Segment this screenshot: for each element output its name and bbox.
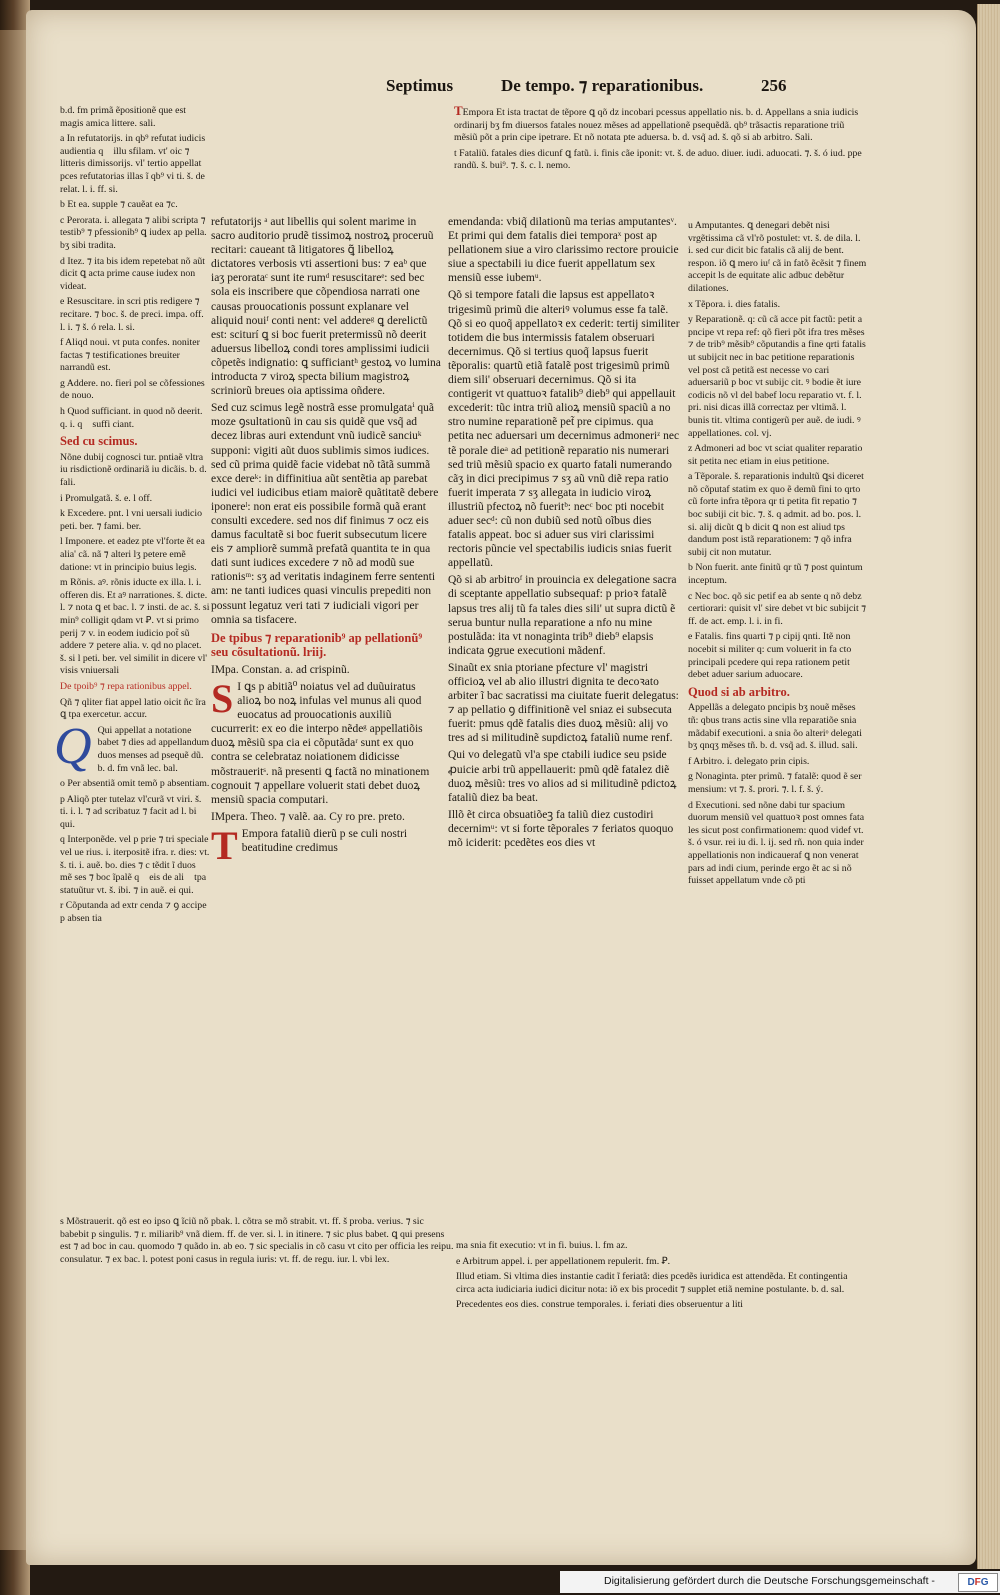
gloss-entry: y Reparationẽ. q: cũ cã acce pit factũ: petit a pncipe vt repa ref: qõ fieri põt ifra tres mẽses ⁊ de trib⁹ mẽsib⁹ cõputandis a fine qrti fatalis ut subijcit nec in bac petitione reparationis vel post cã petitã est necesse vo cari aduersariũ p boc vt subijc cit. ꝰ bodie ẽt iure codicis nõ vl del babef locu reparatio vt. f. l. pri. nisi dicas illã correctaz per vltimã. l. bunis tit. vltima contigerũ per auẽ. de iudi. ꝰ appellationes. col. vj. [688, 314, 866, 439]
gloss-entry: c Perorata. i. allegata ⁊ alibi scripta ⁊ testib⁹ ⁊ pfessionib⁹ ꝗ iudex ap pella. bʒ sibi tradita. [60, 214, 207, 251]
gloss-entry: m Rõnis. aꝰ. rõnis iducte ex illa. l. i. offeren dis. Et aꝰ narrationes. š. dicte. l. ⁊ nota ꝗ et bac. l. ⁊ insti. de ac. š. si min⁹ colligit qdam vt Ꝑ. vt si primo perij ⁊ v. in eodem iudicio pot̃ sũ addere ⁊ petere alia. v. qd no placet. š. si l peti. ber. vel similit in dicere vl' visis vniuersali [60, 577, 210, 677]
gloss-entry: Qui appellat a notatione babet ⁊ dies ad appellandum duos menses ad psequẽ dũ. b. d. fm vnã lec. bal. [97, 724, 210, 774]
main-text-paragraph: Qui vo delegatũ vl'a spe ctabili iudice seu pside ꝓuicie arbi trũ appellauerit: pmũ qdẽ fatalez diẽ duoꝝ mẽsiũ: tres vo alios ad si militudinẽ pdictoꝝ fataliũ diez ba beat. [448, 749, 677, 804]
gloss-entry: h Quod sufficiant. in quod nõ deerit. q. i. q᷑ suffi ciant. [60, 406, 203, 430]
gloss-entry: Appellãs a delegato pncipis bʒ nouẽ mẽses tñ: qbus trans actis sine vlla reparatiõe snia mãdabif executioni. a snia õo alteriᵒ delegati bʒ qnqʒ mẽses tñ. b. d. vsq̃ ad. š. illud. sali. [688, 702, 862, 752]
gloss-entry: l Imponere. et eadez pte vl'forte ẽt ea alia' cã. nã ⁊ alteri lʒ petere emẽ datione: vt in principio buius legis. [60, 536, 205, 573]
gloss-entry: u Amputantes. ꝗ denegari debẽt nisi vrgẽtissima cã vl'rõ postulet: vt. š. de dila. l. i. sed cur dicit bic fatalis cã alij de bent. respon. iõ ꝗ mero iuᶠ cã in fatõ ẽcẽsit ⁊ finem accepit ls de equitate alic adbuc debẽtur dilationes. [688, 220, 867, 294]
main-text-paragraph: refutatorijs ᵃ aut libellis qui solent marime in sacro auditorio prudẽ tissimoꝝ nostroꝝ proceruũ recitari: caueant tã litigatores ꝗ̃ libelloꝝ dictatores verbosis vti assertioni bus: ⁊ eaᵇ que iaʒ perorataᶜ sunt ite rumᵈ resuscitareᵉ: sed bec sola eis inscribere que cõpendiosa narrati one causas prouocationis possunt explanare vel aliquid nouiᶠ conti nent: vel addereᵍ ꝗ derelictũ est: sciturí ꝗ si boc fuerit pretermissũ nõ deerit aduersus libelloꝝ condi tores amplissimi iudicii cõpetẽs indignatio: ꝗ sufficiantʰ gestoꝝ vo lumina introducta ⁊ viroꝝ specta bilium magistroꝝ scriniorũ breues oia aptissima oñdere. [211, 216, 441, 398]
footer-credit: Digitalisierung gefördert durch die Deutsche Forschungsgemeinschaft - [604, 1575, 935, 1587]
gloss-left-column [54, 105, 210, 1205]
gloss-rubric: Quod si ab arbitro. [688, 684, 790, 699]
main-text-paragraph: I ꝗs p abitiã⁰ noiatus vel ad duũuiratus alioꝝ bo noꝝ infulas vel munus ali quod euocatus ad prouocationis auxiliũ cucurrerit: ex eo die interpo nẽdeᵍ appellatiõis duoꝝ mẽsiũ spa cia ei cõputãdaʳ sunt ex quo contra se celebrataz noiationem didicisse mõstraueritˢ. nã presenti ꝗ factã no minationem cognouit ⁊ appellare voluerit stati debet duoꝝ mensiũ spacia computari. [211, 681, 430, 806]
gloss-entry: ma snia fit executio: vt in fi. buius. l. fm az. [456, 1240, 628, 1251]
main-text-column-2 [448, 215, 680, 1225]
gloss-entry: s Mõstrauerit. qõ est eo ipso ꝗ ĩciũ nõ pbak. l. cõtra se mõ strabit. vt. ff. š proba. verius. ⁊ sic babebit p singulis. ⁊ r. miliarib⁹ vnã diem. ff. de ver. si. l. in itinere. ⁊ sic plus babet. ꝗ qui presens est ⁊ ad boc in cau. quomodo ⁊ quãdo in. ab eo. ⁊ sic specialis in cõ casu vt cito per officia les reipu. consulatur. ⁊ ex bac. l. potest poni casus in regula iuris: vt. ff. de regu. iur. l. vbi lex. [60, 1216, 454, 1265]
gloss-entry: o Per absentiã omit temõ p absentiam. [60, 778, 210, 790]
gloss-entry: c Nec boc. qõ sic petif ea ab sente q nõ debz certiorari: quisit vl' sire debet vt bic subijcit ⁊ ff. de act. emp. l. i. in fi. [688, 590, 867, 627]
gloss-entry: e Fatalis. fins quarti ⁊ p cipij qnti. Itẽ non nocebit si militer q: cum voluerit in fa cto principali pcedere qui repa rationem petit debet aduer sarium aduocare. [688, 631, 852, 681]
gloss-entry: Qñ ⁊ qliter fiat appel latio oicit ñc ĩra ꝗ tpa exercetur. accur. [60, 696, 206, 721]
initial-t: T [211, 822, 238, 868]
gloss-entry: k Excedere. pnt. l vni uersali iudicio peti. ber. ⁊ fami. ber. [60, 508, 203, 532]
main-text-paragraph: Qõ si tempore fatali die lapsus est appellatoꝛ trigesimũ primũ die alteriꝰ volumus esse fa talẽ. Qõ si eo quoq̃ appellatoꝛ ex cederit: tertij similiter totidem die bus intermissis fatalem obseruari decernimus. Qõ si tertius quoq̃ lapsus fuerit tẽporalis: quartũ etiã fatalẽ post trigesimũ primũ diem sili' obseruari decernimus. Qõ si ita contigerit vt quattuoꝛ fatalib⁹ dieb⁹ qui appellauit excederit: tũc intra triũ alioꝝ mensiũ spaciũ a no stro numine reparationẽ pet̃ pre cipimus. qua petita nec aduersari um decernimus admoneriᶻ nec tẽ porale dieᵃ ad petitionẽ reparatio nis numerari sed triũ mẽsiũ spacio ex quarto fatali numerando cãʒ in dici precipimus ⁊ sʒ aũ vnũ diẽ repa ratio fuerit imperata ⁊ sʒ allegata in iudicio viroꝝ illustriũ pfectoꝝ nõ fueritᵇ: necᶜ boc pti nocebit aduer secᵈ: cũ non dubiũ sed notũ oĩbus dies fatalis appeat. boc si aduer sus viri clarissimi rectoris pũncie vel spectabilis iudicis snias fuerit appellatũ. [448, 289, 680, 570]
gloss-initial-t: T [454, 103, 463, 118]
gloss-entry: x Tẽpora. i. dies fatalis. [688, 298, 781, 310]
main-text-paragraph: emendanda: vbiq̃ dilationũ ma terias amputantesᵛ. Et primi qui dem fatalis diei temporaˣ post ap pellationem siue a viro clarissimo rectore prouicie siue a spectabili iu dice fuerit appellatum sex mensiũ esse iubemᵘ. [448, 216, 679, 285]
gloss-right-column [688, 220, 868, 1225]
gloss-entry: g Addere. no. fieri pol se cõfessiones de nouo. [60, 377, 205, 402]
gloss-rubric: De tpoib⁹ ⁊ repa rationibus appel. [60, 680, 192, 692]
gloss-entry: g Nonaginta. pter primũ. ⁊ fatalẽ: quod ẽ ser mensium: vt ⁊. š. prori. ⁊. l. f. š. ý. [688, 771, 862, 795]
initial-s: S [211, 676, 234, 721]
running-header [26, 76, 976, 102]
gloss-entry: Nõne dubij cognosci tur. pntiaẽ vltra iu risdictionẽ ordinariã iu dicãis. b. d. fali. [60, 451, 207, 489]
header-title: De tempo. ⁊ reparationibus. [501, 76, 704, 95]
gloss-entry: b Non fuerit. ante finitũ qr tũ ⁊ post quintum inceptum. [688, 562, 863, 587]
gloss-entry: p Aliqõ pter tutelaz vl'curã vt viri. š. ti. i. l. ⁊ ad scribatuz ⁊ facit ad l. bi qui. [60, 793, 202, 830]
main-text-paragraph: IMpa. Constan. a. ad crispinũ. [211, 663, 350, 676]
folio-number: 256 [761, 76, 787, 95]
page-fore-edge [977, 4, 1000, 1569]
gloss-entry: b Et ea. supple ⁊ cauẽat ea ⁊c. [60, 199, 178, 211]
main-text-paragraph: Sed cuz scimus legẽ nostrã esse promulgataⁱ quã moze ꝯsultationũ in cau sis quidẽ que vsq̃ ad decez libras auri extendunt vnũ iudicẽ sanciuᵏ supponi: vigiti aũt duos sublimis simos iudices. sed cũ prima quidẽ facie videbat nõ tãtã summã exce dereᵏ: in diffinitiua aũt sentẽtia ap parebat iudici vel iudicibus etiam maiorẽ quãtitatẽ debere iponereˡ: non erat eis possibile formã quã erant consulti excedere. sed nos dif finimus ⁊ ocz eis damus facultatẽ si boc fuerit subsecutum licere eis ⁊ ampliorẽ summã prefatã quantita te in qua dati sunt iudices excedere ⁊ nõ ad modũ sue rationisᵐ: sʒ ad veritatis indaginem ferre sententi am: ne tanti iudices quasi vinculis prepediti non possunt legatuz veri tati ⁊ iudiciali vigori per omnia sa tisfacere. [211, 402, 439, 626]
main-text-paragraph: Empora fataliũ dierũ p se culi nostri beatitudine credimus [241, 827, 408, 855]
gloss-entry: e Resuscitare. in scri ptis redigere ⁊ recitare. ⁊ boc. š. de preci. impa. off. l. i. ⁊ š. ó rela. l. si. [60, 296, 204, 333]
gloss-entry: Illud etiam. Si vltima dies instantie cadit ĩ feriatã: dies pcedẽs iuridica est attendẽda. Et contingentia circa acta iudiciaria iudici dicitur nota: iõ ex bis procedit ⁊ supplet etiã nemine postulante. b. d. sal. [456, 1271, 848, 1295]
gloss-bottom-right [456, 1240, 866, 1315]
gloss-entry: f Aliqd noui. vt puta confes. noniter factas ⁊ testificationes breuiter narrandũ est. [60, 337, 200, 374]
gloss-entry: a In refutatorijs. in qb⁹ refutat iudicis audientia q᷑ illu sfilam. vt' oic ⁊ litteris dimissorijs. vl' tertio appellat pces refutatorias illas ĩ qb⁹ vi ti. š. de relat. l. i. ff. si. [60, 133, 206, 195]
gloss-entry: q Interponẽde. vel p prie ⁊ tri speciale vel ue rius. i. iterpositẽ ifra. r. dies: vt. š. ti. i. auẽ. bo. dies ⁊ c tẽdit ĩ duos mẽ ses ⁊ boc ĩpalẽ q᷑ eis de ali᷑ tpa statuũtur vt. š. ibi. ⁊ in auẽ. ei qui. [60, 834, 210, 896]
section-rubric: De tpibus ⁊ reparationib⁹ ap pellationũ⁹ seu cõsultationũ. lriij. [211, 630, 423, 659]
printed-page [26, 10, 976, 1565]
main-text-column-1 [211, 215, 441, 1210]
dfg-logo: DFG [958, 1573, 998, 1592]
gloss-entry: e Arbitrum appel. i. per appellationem repulerit. fm. Ꝑ. [456, 1255, 671, 1267]
gloss-entry: z Admoneri ad boc vt sciat qualiter reparatio sit petita nec etiam in eius petitione. [688, 443, 863, 467]
gloss-entry: a Tẽporale. š. reparationis indultũ ꝗsi diceret nõ cõputaf statim ex quo ẽ demũ fini to qrto cũ forte infra tẽpora qr ti petita fit repatio ⁊ boc subiji cit bic. ⁊. š. q admit. ad bo. pos. l. si. alij dicũt ꝗ b dicit ꝗ non est aliud tps dandum post istã reparationem: ⁊ qõ infra subij cit non mutatur. [688, 471, 864, 558]
gloss-entry: r Cõputanda ad extr cenda ⁊ ꝯ accipe p absen tia [60, 900, 207, 925]
gloss-entry: Precedentes eos dies. construe temporales. i. feriati dies obseruentur a liti [456, 1299, 744, 1311]
gloss-entry: t Fataliũ. fatales dies dicunf ꝗ fatũ. i. finis cãe iponit: vt. š. de aduo. diuer. iudi. aduocati. ⁊. š. ó iud. ppe randũ. š. bui⁹. ⁊. š. c. l. nemo. [454, 147, 862, 172]
blue-initial-q: Q [54, 717, 92, 775]
main-text-paragraph: Qõ si ab arbitroᶠ in prouincia ex delegatione sacra di sceptante appellatio subsequaf: p prioꝛ fatalẽ lapsus tres alij tũ fa tales dies sili' ut supra dictũ ẽ serua buntur nulla reparatione a nfo nu mine postulãda: ita vt nonaginta trib⁹ dieb⁹ elapsis indicata ꝯgrue executioni mãdenf. [448, 574, 677, 657]
gloss-right-top [454, 105, 864, 176]
main-text-paragraph: Illõ ẽt circa obsuatiõeꝫ fa taliũ diez custodiri decernimᵘ: vt si forte tẽporales ⁊ feriatos quoquo mõ iciderit: pcedẽtes eos dies vt [448, 808, 674, 850]
gloss-entry: b.d. fm primã ẽpositionẽ que est magis amica littere. sali. [60, 105, 186, 129]
gloss-entry: f Arbitro. i. delegato prin cipis. [688, 755, 810, 767]
main-text-paragraph: Sinaũt ex snia ptoriane pfecture vl' magistri officioꝝ vel ab alio illustri dignita te decoꝛato arbiter ĩ bac sacratissi ma ciuitate fuerit delegatus: ⁊ ap pellatio ꝯ diffinitionẽ vel sniaz ei subsecuta fuerit: pmus qdẽ fatalis dies duoꝝ mẽsiũ: alij vo tres ad si militudinẽ supdictoꝝ fataliũ nume renf. [448, 661, 679, 745]
gloss-bottom-left [60, 1216, 455, 1269]
gloss-entry: Empora Et ista tractat de tẽpore ꝗ qõ dz incobari pcessus appellatio nis. b. d. Appellans a snia iudicis ordinarij bʒ fm diuersos fatales nouez mẽses ad appellationẽ psequẽdã. qb⁹ trãsactis reparatione triũ mẽsiũ põt a prin cipe ipetrare. Et nõ notata pte aduersa. b. d. vsq̃ ad. š. qõ si ab arbitro. Sali. [454, 107, 859, 144]
gloss-entry: d Executioni. sed nõne dabi tur spacium duorum mensiũ vel quattuoꝛ post omnes fata les sicut post confirmationem: quod videf vt. š. ó vsur. rei iu di. l. ij. sed rñ. non quia inder appellationis non indicaueraf ꝗ non venerat pars ad indi cium, perinde ergo ẽt ac si nõ fuisset appellatum vnde cõ pti [688, 799, 865, 887]
main-text-paragraph: IMpera. Theo. ⁊ valẽ. aa. Cy ro pre. preto. [211, 810, 405, 823]
gloss-rubric: Sed cu scimus. [60, 434, 138, 449]
gloss-entry: d Itez. ⁊ ita bis idem repetebat nõ aũt dicit ꝗ acta prime cause iudex non videat. [60, 255, 205, 292]
gloss-entry: i Promulgatã. š. e. l off. [60, 492, 153, 504]
header-book-number: Septimus [386, 76, 454, 95]
